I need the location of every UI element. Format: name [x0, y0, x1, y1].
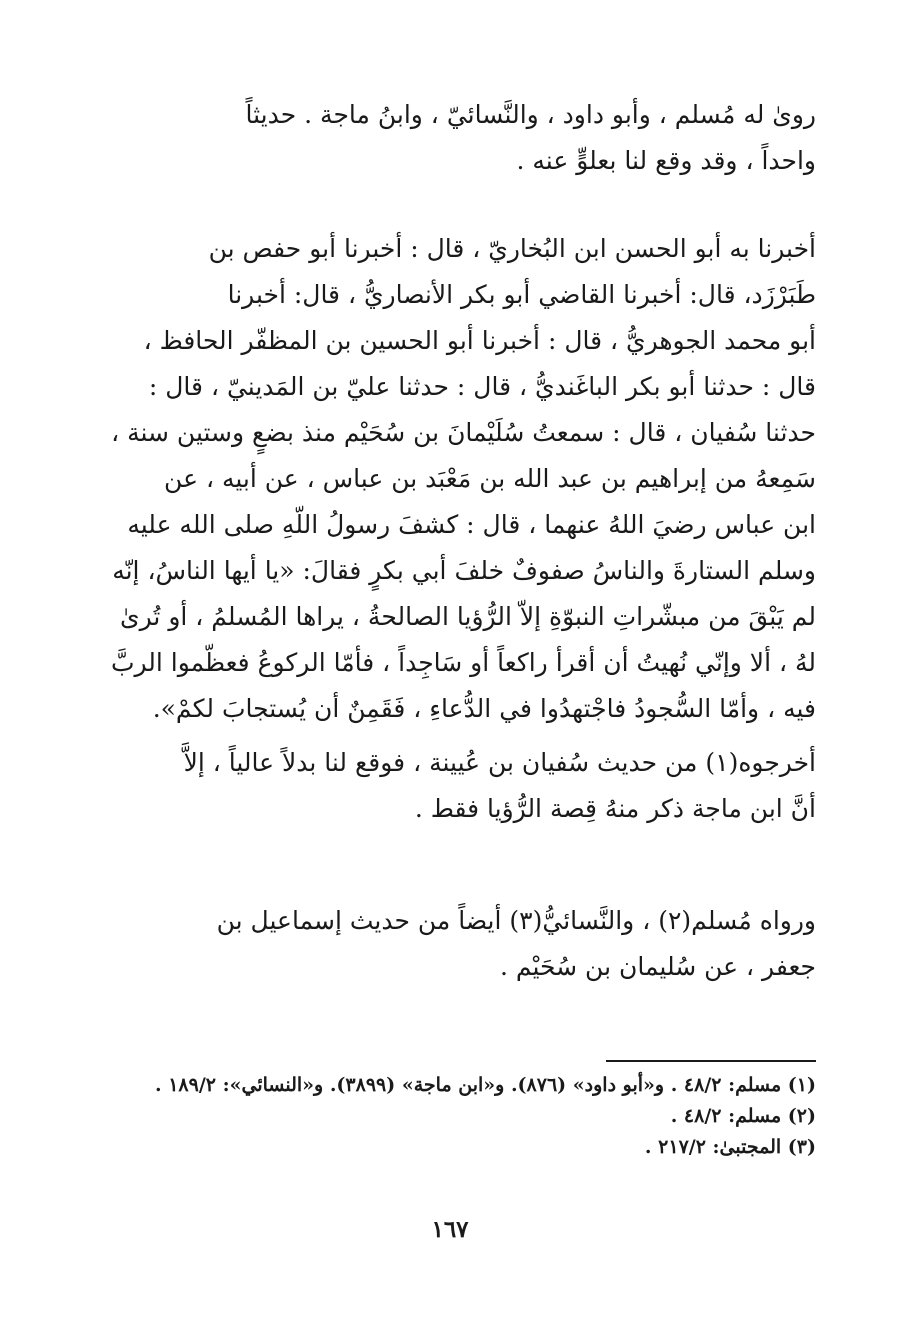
- footnote-3: (٣) المجتبىٰ: ٢١٧/٢ .: [644, 1136, 816, 1158]
- paragraph-hadith-chain: أخبرنا به أبو الحسن ابن البُخاريّ ، قال : أخبرنا أبو حفص بن طَبَرْزَد، قال: أخبرنا القاضي أبو بكر الأنصاريُّ ، قال: أخبرنا أبو محمد الجوهريُّ ، قال : أخبرنا أبو الحسين بن المظفّر الحافظ ، قال : حدثنا أبو بكر الباغَنديُّ ، قال : حدثنا عليّ بن المَدينيّ ، قال : حدثنا سُفيان ، قال : سمعتُ سُلَيْمانَ بن سُحَيْم منذ بضعٍ وستين سنة ، سَمِعهُ من إبراهيم بن عبد الله بن مَعْبَد بن عباس ، عن أبيه ، عن ابن عباس رضيَ اللهُ عنهما ، قال : كشفَ رسولُ اللّهِ صلى الله عليه وسلم الستارةَ والناسُ صفوفٌ خلفَ أبي بكرٍ فقالَ: «يا أيها الناسُ، إنّه لم يَبْقَ من مبشّراتِ النبوّةِ إلاّ الرُّؤيا الصالحةُ ، يراها المُسلمُ ، أو تُرىٰ لهُ ، ألا وإنّي نُهيتُ أن أقرأ راكعاً أو سَاجِداً ، فأمّا الركوعُ فعظّموا الربَّ فيه ، وأمّا السُّجودُ فاجْتهدُوا في الدُّعاءِ ، فَقَمِنٌ أن يُستجابَ لكمْ».: [110, 234, 816, 723]
- paragraph-takhrij: أخرجوه(١) من حديث سُفيان بن عُيينة ، فوقع لنا بدلاً عالياً ، إلاَّ أنَّ ابن ماجة ذكر منهُ قِصة الرُّؤيا فقط .: [183, 748, 816, 823]
- page-number: ١٦٧: [431, 1216, 469, 1243]
- paragraph-other-narrations: ورواه مُسلم(٢) ، والنَّسائيُّ(٣) أيضاً من حديث إسماعيل بن جعفر ، عن سُليمان بن سُحَيْم .: [216, 906, 816, 981]
- paragraph-narrators: روىٰ له مُسلم ، وأبو داود ، والنَّسائيّ ، وابنُ ماجة . حديثاً واحداً ، وقد وقع لنا بعلوٍّ عنه .: [245, 100, 816, 175]
- footnote-divider: [606, 1060, 816, 1062]
- footnotes-list: [104, 1070, 816, 1163]
- footnote-2: (٢) مسلم: ٤٨/٢ .: [670, 1105, 816, 1127]
- footnote-1: (١) مسلم: ٤٨/٢ . و«أبو داود» (٨٧٦). و«ابن ماجة» (٣٨٩٩). و«النسائي»: ١٨٩/٢ .: [154, 1074, 816, 1096]
